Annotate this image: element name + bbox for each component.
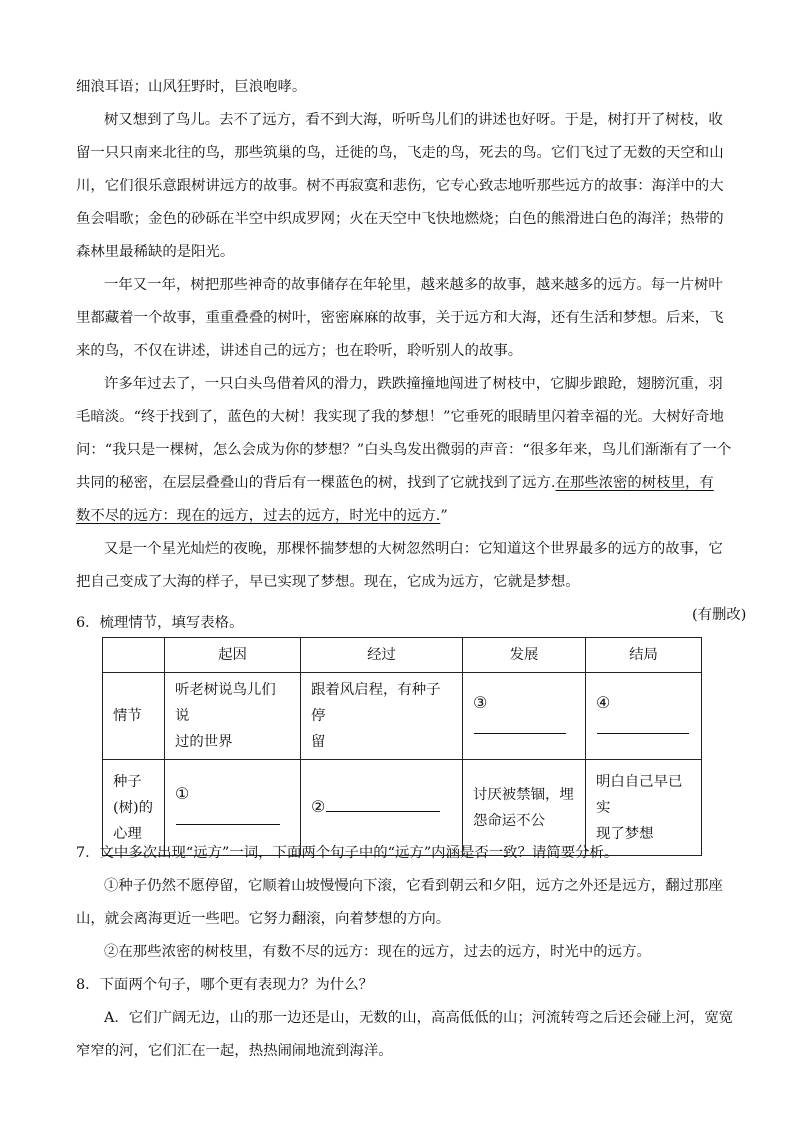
question-7-sentence: ②在那些浓密的树枝里，有数不尽的远方：现在的远方，过去的远方，时光中的远方。: [104, 944, 651, 960]
passage-line: [76, 473, 714, 493]
question-7-stem: 7．文中多次出现“远方”一词，下面两个句子中的“远方”内涵是否一致？请简要分析。: [76, 845, 619, 861]
passage-text: ”: [440, 508, 448, 524]
answer-blank[interactable]: [176, 809, 280, 825]
answer-cell: [165, 760, 301, 856]
passage-line: 又是一个星光灿烂的夜晚，那棵怀揣梦想的大树忽然明白：它知道这个世界最多的远方的故事，它: [104, 541, 723, 557]
answer-marker: ①: [175, 784, 190, 803]
table-cell: [301, 673, 463, 760]
question-8-option: 窄窄的河，它们汇在一起，热热闹闹地流到海洋。: [76, 1043, 393, 1059]
plot-table: [102, 637, 702, 856]
table-header-cell: 起因: [165, 638, 301, 673]
cell-text: 过的世界: [175, 734, 233, 750]
underlined-sentence: 数不尽的远方：现在的远方，过去的远方，时光中的远方.: [76, 508, 441, 524]
passage-line: 把自己变成了大海的样子，早已实现了梦想。现在，它成为远方，它就是梦想。: [76, 574, 580, 590]
table-header-cell: [103, 638, 165, 673]
passage-line: 来的鸟，不仅在讲述，讲述自己的远方；也在聆听，聆听别人的故事。: [76, 343, 523, 359]
row-label: 情节: [103, 673, 165, 760]
passage-line: 留一只只南来北往的鸟，那些筑巢的鸟，迁徙的鸟，飞走的鸟，死去的鸟。它们飞过了无数的天空和山: [76, 145, 724, 161]
answer-cell: [463, 673, 586, 760]
passage-text: 共同的秘密，在层层叠叠山的背后有一棵蓝色的树，找到了它就找到了远方.: [76, 475, 556, 491]
passage-line: 细浪耳语；山风狂野时，巨浪咆哮。: [76, 79, 307, 95]
table-header-cell: 结局: [586, 638, 702, 673]
question-8-option: A．它们广阔无边，山的那一边还是山，无数的山，高高低低的山；河流转弯之后还会碰上河，宽宽: [104, 1010, 734, 1026]
cell-text: 明白自己早已实: [596, 773, 683, 816]
cell-text: 留: [311, 734, 326, 750]
passage-line: 川，它们很乐意跟树讲远方的故事。树不再寂寞和悲伤，它专心致志地听那些远方的故事：海洋中的大: [76, 178, 724, 194]
answer-cell: [586, 673, 702, 760]
table-header-cell: 经过: [301, 638, 463, 673]
cell-text: 现了梦想: [596, 825, 654, 842]
underlined-sentence: 在那些浓密的树枝里，有: [555, 475, 714, 491]
cell-text: 种子: [113, 773, 142, 790]
passage-line: 一年又一年，树把那些神奇的故事储存在年轮里，越来越多的故事，越来越多的远方。每一片树叶: [104, 277, 723, 293]
cell-text: 心理: [113, 825, 142, 842]
passage-line: 问：“我只是一棵树，怎么会成为你的梦想？”白头鸟发出微弱的声音：“很多年来，鸟儿们渐渐有了一个: [76, 442, 732, 458]
passage-line: 鱼会唱歌；金色的砂砾在半空中织成罗网；火在天空中飞快地燃烧；白色的熊滑进白色的海洋；热带的: [76, 211, 724, 227]
table-header-cell: 发展: [463, 638, 586, 673]
question-7-sentence: ①种子仍然不愿停留，它顺着山坡慢慢向下滚，它看到朝云和夕阳，远方之外还是远方，翻过那座: [104, 878, 723, 894]
answer-marker: ③: [473, 692, 488, 712]
passage-line: 树又想到了鸟儿。去不了远方，看不到大海，听听鸟儿们的讲述也好呀。于是，树打开了树枝，收: [104, 112, 723, 128]
passage-line: 毛暗淡。“终于找到了，蓝色的大树！我实现了我的梦想！”它垂死的眼睛里闪着幸福的光。大树好奇地: [76, 409, 724, 425]
table-row: [103, 673, 702, 760]
table-cell: [586, 760, 702, 856]
cell-text: (树)的: [113, 799, 154, 816]
table-row: [103, 760, 702, 856]
answer-blank[interactable]: [597, 718, 689, 734]
cell-text: 听老树说鸟儿们说: [175, 682, 276, 724]
answer-blank[interactable]: [474, 718, 566, 734]
question-8-stem: 8．下面两个句子，哪个更有表现力？为什么？: [76, 977, 373, 993]
cell-text: 怨命运不公: [473, 812, 545, 829]
answer-marker: ④: [596, 692, 611, 712]
answer-marker: ②: [311, 797, 326, 816]
row-label: [103, 760, 165, 856]
answer-blank[interactable]: [326, 796, 440, 812]
table-cell: [165, 673, 301, 760]
passage-line: [76, 506, 448, 526]
question-7-sentence: 山，就会离海更近一些吧。它努力翻滚，向着梦想的方向。: [76, 911, 451, 927]
passage-line: 森林里最稀缺的是阳光。: [76, 244, 235, 260]
table-cell: [463, 760, 586, 856]
cell-text: 跟着风启程，有种子停: [311, 682, 441, 724]
cell-text: 讨厌被禁锢，埋: [473, 786, 574, 803]
table-header-row: [103, 638, 702, 673]
passage-line: 许多年过去了，一只白头鸟借着风的滑力，跌跌撞撞地闯进了树枝中，它脚步踉跄，翅膀沉重，羽: [104, 376, 723, 392]
passage-line: 里都藏着一个故事，重重叠叠的树叶，密密麻麻的故事，关于远方和大海，还有生活和梦想。后来，飞: [76, 310, 724, 326]
answer-cell: [301, 760, 463, 856]
source-note: (有删改): [692, 607, 747, 623]
question-6-stem: 6．梳理情节，填写表格。: [76, 615, 244, 631]
